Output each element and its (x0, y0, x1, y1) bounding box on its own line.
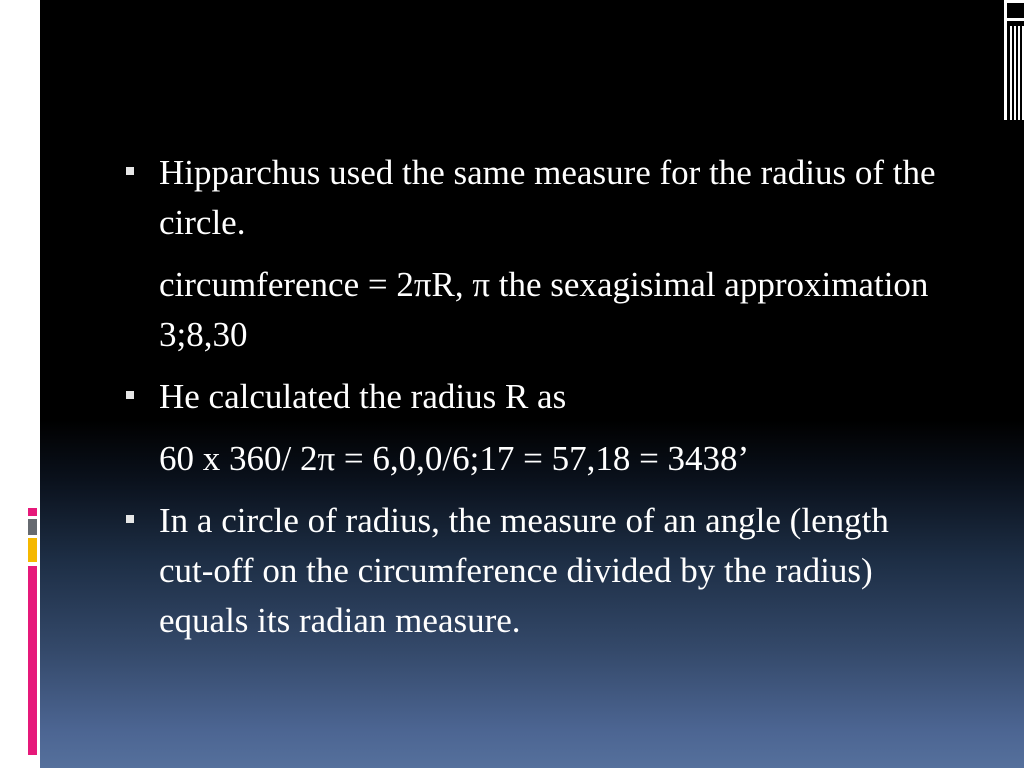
square-bullet-icon (126, 391, 134, 399)
formula-text: 60 x 360/ 2π = 6,0,0/6;17 = 57,18 = 3438’ (159, 439, 750, 478)
bullet-text: In a circle of radius, the measure of an angle (length cut-off on the circumference divided by the radius) equals its radian measure. (159, 501, 889, 640)
square-bullet-icon (126, 167, 134, 175)
bullet-item (125, 372, 945, 422)
window-lines-icon (1000, 0, 1024, 120)
accent-bar-magenta-top (28, 508, 37, 516)
bullet-text: He calculated the radius R as (159, 377, 567, 416)
continuation-text (125, 260, 945, 360)
square-bullet-icon (126, 515, 134, 523)
accent-bar-magenta-bottom (28, 566, 37, 755)
bullet-item (125, 148, 945, 248)
bullet-item (125, 496, 945, 646)
formula-text: circumference = 2πR, π the sexagisimal approximation 3;8,30 (159, 265, 929, 354)
continuation-text (125, 434, 945, 484)
slide-content (125, 148, 945, 658)
bullet-text: Hipparchus used the same measure for the radius of the circle. (159, 153, 936, 242)
accent-bar-gray (28, 519, 37, 535)
accent-bar-yellow (28, 538, 37, 562)
